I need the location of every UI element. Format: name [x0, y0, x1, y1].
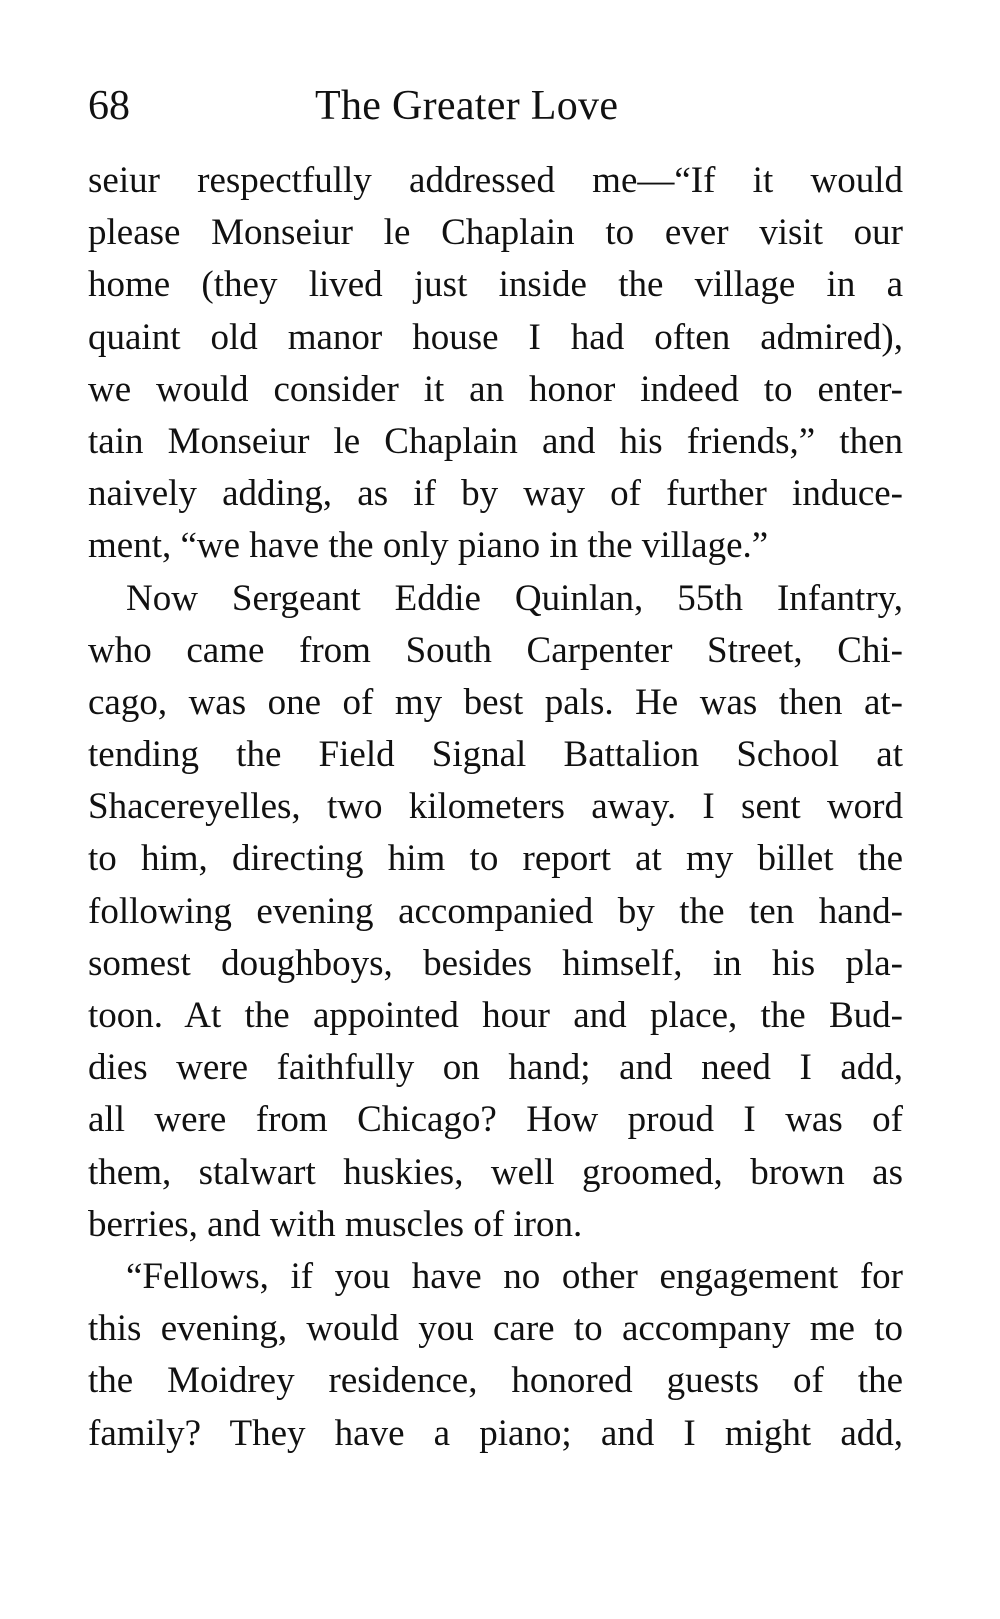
running-head: [88, 78, 903, 138]
text-line: the Moidrey residence, honored guests of the: [88, 1360, 903, 1402]
body-text: [88, 155, 903, 1460]
text-line: Shacereyelles, two kilometers away. I sent word: [88, 786, 903, 828]
text-line: we would consider it an honor indeed to enter-: [88, 368, 903, 410]
book-title: The Greater Love: [315, 83, 619, 129]
text-line: quaint old manor house I had often admired),: [88, 316, 903, 358]
text-line: dies were faithfully on hand; and need I add,: [88, 1047, 903, 1089]
text-line: somest doughboys, besides himself, in his pla-: [88, 942, 903, 984]
text-line: this evening, would you care to accompany me to: [88, 1308, 903, 1350]
text-line: home (they lived just inside the village in a: [88, 264, 903, 306]
text-line: them, stalwart huskies, well groomed, brown as: [88, 1151, 903, 1193]
text-line: please Monseiur le Chaplain to ever visit our: [88, 212, 903, 254]
text-line: to him, directing him to report at my billet the: [88, 838, 903, 880]
text-line: all were from Chicago? How proud I was of: [88, 1099, 903, 1141]
paragraph-start-line: Now Sergeant Eddie Quinlan, 55th Infantry,: [126, 577, 903, 619]
text-line: toon. At the appointed hour and place, the Bud-: [88, 995, 903, 1036]
text-line: ment, “we have the only piano in the village.”: [88, 525, 769, 567]
paragraph-start-line: “Fellows, if you have no other engagement for: [126, 1255, 903, 1297]
text-line: tending the Field Signal Battalion School at: [88, 734, 903, 776]
text-line: family? They have a piano; and I might add,: [88, 1412, 903, 1454]
page-number: 68: [88, 83, 130, 129]
text-line: who came from South Carpenter Street, Chi-: [88, 629, 903, 671]
text-line: berries, and with muscles of iron.: [88, 1203, 583, 1245]
text-line: seiur respectfully addressed me—“If it would: [88, 160, 903, 201]
text-line: tain Monseiur le Chaplain and his friends,” then: [88, 420, 903, 462]
text-line: naively adding, as if by way of further induce-: [88, 473, 903, 515]
text-line: cago, was one of my best pals. He was then at-: [88, 681, 903, 723]
text-line: following evening accompanied by the ten hand-: [88, 890, 903, 932]
